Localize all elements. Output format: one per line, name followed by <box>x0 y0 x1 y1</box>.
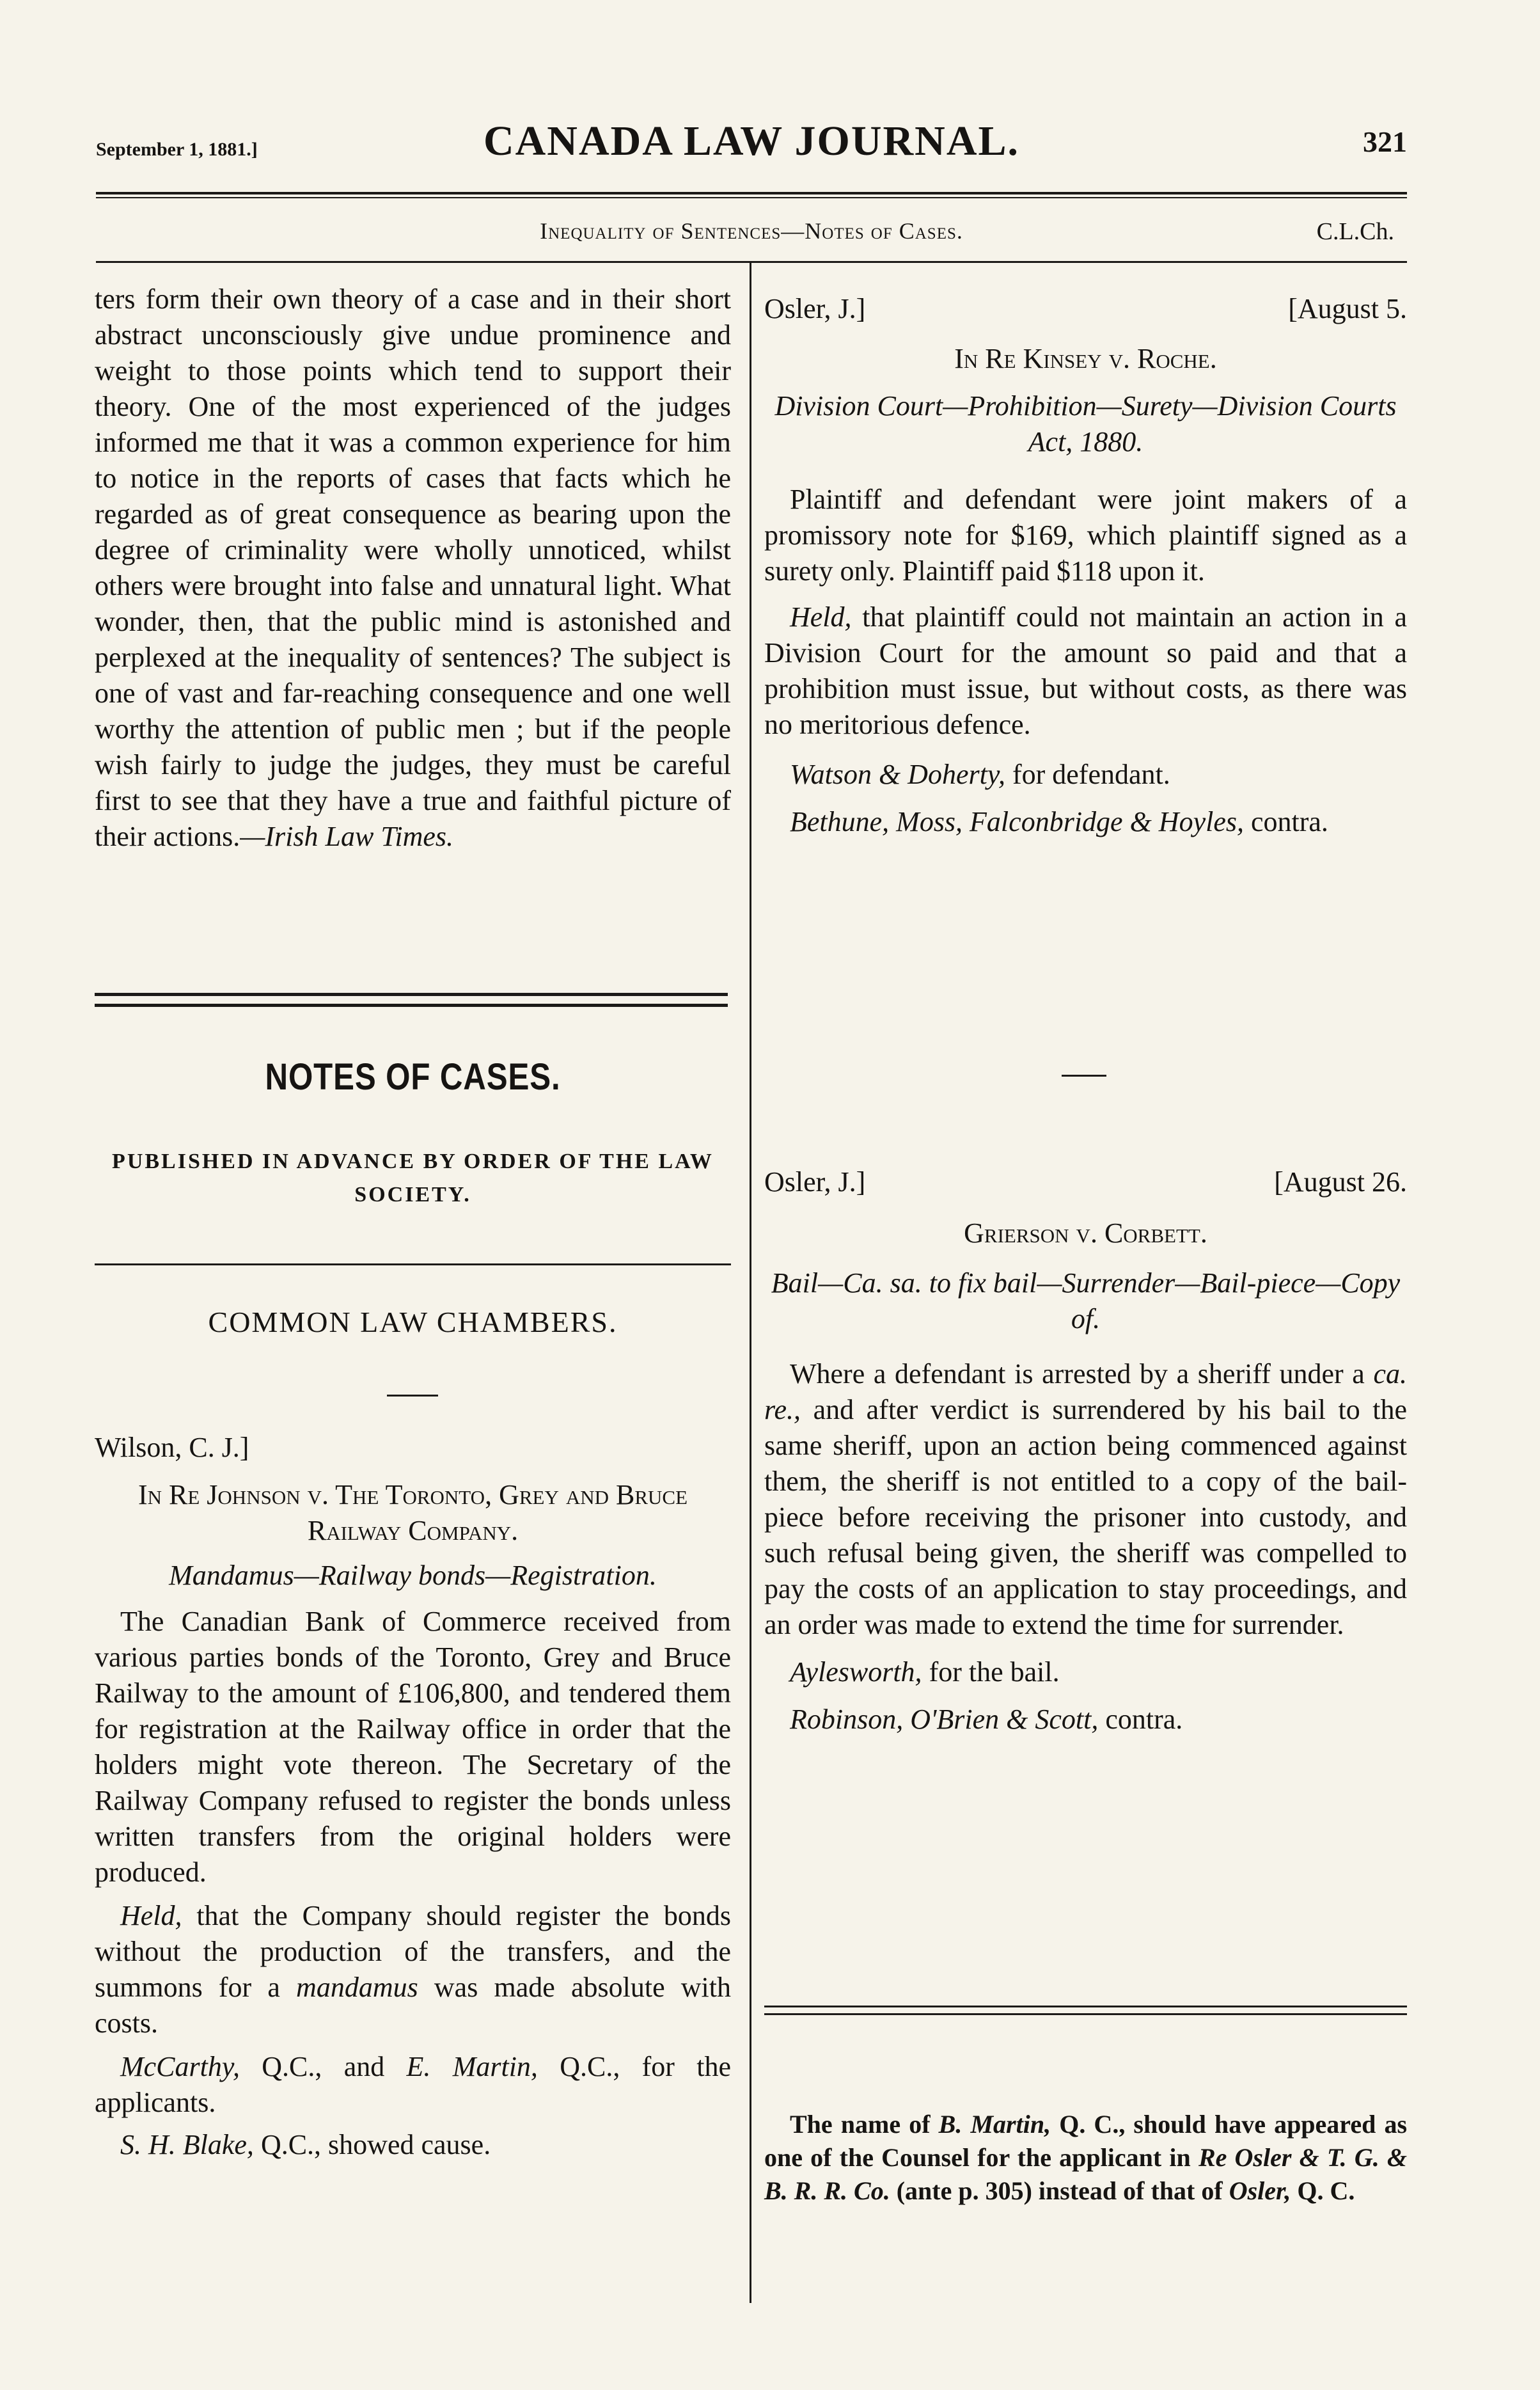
grierson-body: Where a defendant is arrested by a sheriff under a ca. re., and after verdict is surrendered by his bail to the same sheriff, upon an action being commenced against them, the sheriff is not entitled to a copy of the bail-piece before receiving the prisoner into custody, and such refusal being given, the sheriff was compelled to pay the costs of an application to stay proceedings, and an order was made to extend the time for surrender. <box>764 1358 1407 1640</box>
grierson-title: Grierson v. Corbett. <box>964 1217 1207 1249</box>
case-separator-dash <box>1062 1075 1106 1077</box>
section-header <box>96 218 1407 256</box>
erratum-rule-bottom <box>764 2013 1407 2015</box>
published-notice: PUBLISHED IN ADVANCE BY ORDER OF THE LAW SOCIETY. <box>112 1150 714 1207</box>
kinsey-judge-line <box>764 291 1407 327</box>
johnson-body: The Canadian Bank of Commerce received from various parties bonds of the Toronto, Grey and Bruce Railway to the amount of £106,800, and tendered them for registration at the Railway office in order that the holders might vote thereon. The Secretary of the Railway Company refused to register the bonds unless written transfers from the original holders were produced. <box>95 1606 731 1888</box>
journal-title: CANADA LAW JOURNAL. <box>483 118 1020 164</box>
erratum-rule-top <box>764 2006 1407 2007</box>
essay-source: —Irish Law Times. <box>240 821 454 852</box>
section-title: Inequality of Sentences—Notes of Cases. <box>540 218 963 244</box>
grierson-case <box>764 1164 1407 1737</box>
kinsey-date: [August 5. <box>1288 293 1407 324</box>
erratum-text: The name of B. Martin, Q. C., should have appeared as one of the Counsel for the applicant in Re Osler & T. G. & B. R. R. Co. (ante p. 305) instead of that of Osler, Q. C. <box>764 2110 1408 2205</box>
johnson-subject: Mandamus—Railway bonds—Registration. <box>169 1560 657 1591</box>
issue-date: September 1, 1881.] <box>96 139 258 160</box>
grierson-judge: Osler, J.] <box>764 1166 866 1198</box>
kinsey-case <box>764 291 1407 840</box>
johnson-title: In Re Johnson v. The Toronto, Grey and Bruce Railway Company. <box>138 1479 688 1546</box>
kinsey-judge: Osler, J.] <box>764 293 866 324</box>
chambers-dash <box>387 1395 438 1397</box>
johnson-case <box>95 1430 731 2163</box>
running-header <box>96 112 1407 170</box>
erratum-note <box>764 2108 1407 2208</box>
kinsey-title: In Re Kinsey v. Roche. <box>954 343 1217 374</box>
notes-of-cases-heading: NOTES OF CASES. <box>265 1056 561 1098</box>
kinsey-counsel-contra: Bethune, Moss, Falconbridge & Hoyles, contra. <box>790 806 1328 837</box>
grierson-judge-line <box>764 1164 1407 1200</box>
section-tag: C.L.Ch. <box>1316 218 1394 245</box>
johnson-counsel-cause: S. H. Blake, Q.C., showed cause. <box>120 2129 491 2160</box>
essay-end-rule <box>95 993 728 1007</box>
notes-rule <box>95 1263 731 1265</box>
johnson-held: Held, that the Company should register the bonds without the production of the transfers, and the summons for a mandamus was made absolute with costs. <box>95 1900 731 2039</box>
essay-text: ters form their own theory of a case and in their short abstract unconsciously give undue prominence and weight to those points which tend to support their theory. One of the most experienced of the judges informed me that it was a common experience for him to notice in the reports of cases that facts which he regarded as of great consequence as bearing upon the degree of criminality were wholly unnoticed, whilst others were brought into false and unnatural light. What wonder, then, that the public mind is astonished and perplexed at the inequality of sentences? The subject is one of vast and far-reaching consequence and one well worthy the attention of public men ; but if the people wish fairly to judge the judges, they must be careful first to see that they have a true and faithful picture of their actions.—Irish Law Times. <box>95 283 731 852</box>
grierson-counsel-contra: Robinson, O'Brien & Scott, contra. <box>790 1704 1183 1735</box>
johnson-judge: Wilson, C. J.] <box>95 1432 249 1463</box>
essay-conclusion <box>95 281 731 855</box>
grierson-subject: Bail—Ca. sa. to fix bail—Surrender—Bail-piece—Copy of. <box>771 1267 1401 1334</box>
johnson-counsel-applicants: McCarthy, Q.C., and E. Martin, Q.C., for the applicants. <box>95 2051 732 2118</box>
kinsey-subject: Division Court—Prohibition—Surety—Division Courts Act, 1880. <box>774 390 1397 457</box>
header-rule <box>96 192 1407 198</box>
grierson-counsel-bail: Aylesworth, for the bail. <box>790 1656 1060 1688</box>
kinsey-counsel-defendant: Watson & Doherty, for defendant. <box>790 759 1170 790</box>
page-number: 321 <box>1363 125 1407 158</box>
kinsey-held: Held, that plaintiff could not maintain an action in a Division Court for the amount so paid and that a prohibition must issue, but without costs, as there was no meritorious defence. <box>764 601 1407 740</box>
grierson-date: [August 26. <box>1274 1166 1407 1198</box>
chambers-heading: COMMON LAW CHAMBERS. <box>208 1306 618 1338</box>
section-rule <box>96 261 1407 263</box>
kinsey-body: Plaintiff and defendant were joint makers of a promissory note for $169, which plaintiff signed as a surety only. Plaintiff paid $118 upon it. <box>764 484 1407 587</box>
column-divider <box>750 262 751 2303</box>
